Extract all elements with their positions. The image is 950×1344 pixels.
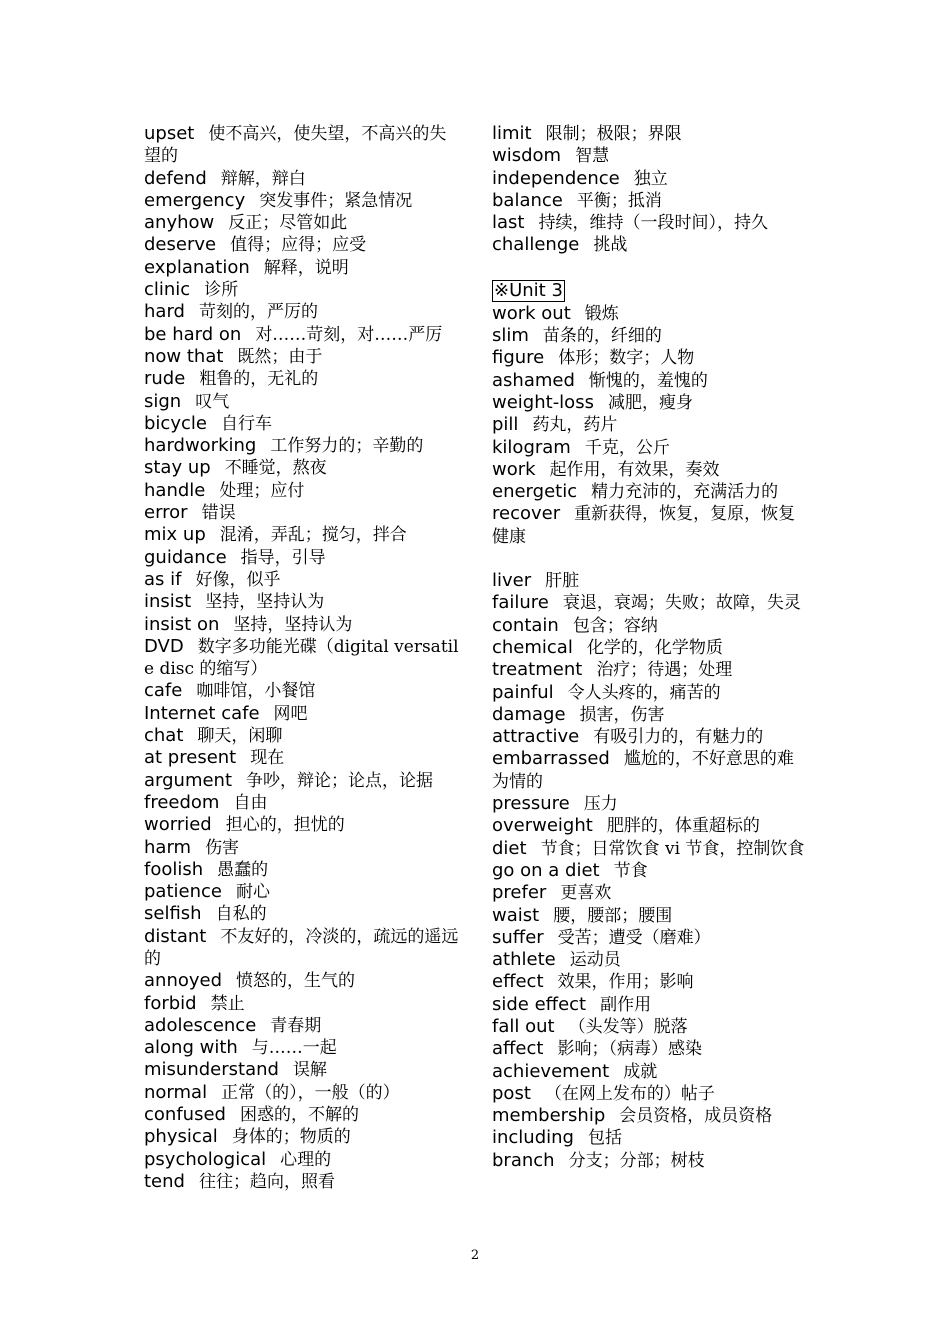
vocab-meaning: 愤怒的，生气的	[236, 971, 356, 992]
vocab-meaning: 自私的	[215, 904, 267, 925]
unit-heading: ※Unit 3	[494, 279, 563, 301]
vocab-entry	[492, 414, 810, 436]
vocab-meaning: 混淆，弄乱；搅匀，拌合	[219, 525, 407, 546]
vocab-meaning: 分支；分部；树枝	[568, 1150, 705, 1171]
vocab-meaning: 心理的	[280, 1149, 332, 1170]
vocab-entry	[144, 903, 462, 925]
vocab-meaning: 咖啡馆，小餐馆	[196, 681, 316, 702]
vocab-entry	[144, 1171, 462, 1193]
vocab-meaning: 耐心	[235, 882, 270, 903]
vocab-word: confused	[144, 1104, 226, 1126]
vocab-word: foolish	[144, 858, 204, 880]
vocab-entry	[492, 347, 810, 369]
vocab-entry	[492, 503, 810, 548]
vocab-word: contain	[492, 614, 559, 636]
vocab-entry	[492, 1127, 810, 1149]
vocab-entry	[492, 748, 810, 793]
unit-heading-row	[492, 279, 810, 303]
vocab-word: clinic	[144, 279, 191, 301]
vocab-meaning: 副作用	[600, 994, 652, 1015]
vocab-meaning: 往往；趋向，照看	[198, 1171, 335, 1192]
vocab-meaning: 对……苛刻，对……严厉	[255, 324, 443, 345]
vocab-meaning: 自由	[233, 792, 268, 813]
vocab-word: sign	[144, 390, 182, 412]
vocab-word: athlete	[492, 949, 556, 971]
vocab-word: handle	[144, 479, 206, 501]
vocab-entry	[492, 325, 810, 347]
vocab-word: effect	[492, 971, 544, 993]
vocab-entry	[144, 837, 462, 859]
vocab-word: wisdom	[492, 145, 562, 167]
vocab-word: rude	[144, 368, 186, 390]
vocab-meaning: 叹气	[195, 391, 230, 412]
vocab-meaning: 错误	[201, 503, 236, 524]
vocab-entry	[492, 637, 810, 659]
vocab-entry	[492, 1061, 810, 1083]
vocab-word: chemical	[492, 636, 573, 658]
right-column	[492, 123, 810, 1172]
vocab-entry	[144, 814, 462, 836]
vocab-word: fall out	[492, 1015, 555, 1037]
vocab-entry	[144, 257, 462, 279]
vocab-entry	[492, 815, 810, 837]
spacer	[492, 257, 810, 279]
vocab-word: stay up	[144, 457, 211, 479]
vocab-word: pill	[492, 414, 519, 436]
vocab-word: overweight	[492, 815, 593, 837]
vocab-meaning: 损害，伤害	[579, 704, 665, 725]
vocab-meaning: 成就	[623, 1061, 658, 1082]
vocab-entry	[144, 524, 462, 546]
vocab-word: go on a diet	[492, 859, 600, 881]
vocab-word: chat	[144, 725, 184, 747]
vocab-entry	[492, 838, 810, 860]
vocab-meaning: 药丸，药片	[532, 415, 618, 436]
vocab-entry	[144, 1149, 462, 1171]
vocab-entry	[144, 747, 462, 769]
vocab-word: embarrassed	[492, 748, 610, 770]
vocab-meaning: 坚持，坚持认为	[233, 614, 353, 635]
vocab-meaning: 节食；日常饮食 vi 节食，控制饮食	[540, 838, 805, 859]
vocab-entry	[492, 1083, 810, 1105]
vocab-word: insist on	[144, 613, 220, 635]
vocab-word: anyhow	[144, 212, 215, 234]
vocab-meaning: 身体的；物质的	[231, 1127, 351, 1148]
vocab-word: misunderstand	[144, 1059, 279, 1081]
vocab-meaning: 现在	[250, 748, 285, 769]
vocab-entry	[492, 615, 810, 637]
vocab-meaning: 愚蠢的	[217, 859, 269, 880]
vocab-meaning: 治疗；待遇；处理	[596, 660, 733, 681]
vocab-meaning: 运动员	[569, 950, 621, 971]
vocab-meaning: 腰，腰部；腰围	[553, 905, 673, 926]
vocab-entry	[492, 860, 810, 882]
vocab-entry	[492, 994, 810, 1016]
vocab-entry	[492, 212, 810, 234]
vocab-entry	[492, 1150, 810, 1172]
vocab-entry	[492, 370, 810, 392]
vocab-meaning: 工作努力的；辛勤的	[270, 436, 424, 457]
vocab-meaning: 更喜欢	[560, 883, 612, 904]
vocab-entry	[492, 882, 810, 904]
vocab-word: selfish	[144, 903, 202, 925]
vocab-word: cafe	[144, 680, 183, 702]
vocab-meaning: 反正；尽管如此	[228, 213, 348, 234]
vocab-meaning: 不睡觉，熬夜	[224, 458, 327, 479]
vocab-meaning: （头发等）脱落	[568, 1016, 688, 1037]
vocab-meaning: 聊天，闲聊	[197, 726, 283, 747]
vocab-word: waist	[492, 904, 540, 926]
vocab-word: attractive	[492, 726, 580, 748]
vocab-word: hardworking	[144, 435, 257, 457]
vocab-meaning: 有吸引力的，有魅力的	[593, 727, 764, 748]
vocab-word: bicycle	[144, 412, 207, 434]
vocab-entry	[144, 279, 462, 301]
vocab-meaning: 正常（的），一般（的）	[221, 1082, 400, 1103]
vocab-word: kilogram	[492, 436, 571, 458]
vocab-meaning: 争吵，辩论；论点，论据	[246, 770, 434, 791]
vocab-meaning: 处理；应付	[219, 480, 305, 501]
vocab-entry	[144, 346, 462, 368]
vocab-meaning: 坚持，坚持认为	[205, 592, 325, 613]
vocab-word: physical	[144, 1126, 218, 1148]
vocab-entry	[144, 636, 462, 681]
vocab-word: slim	[492, 325, 529, 347]
vocab-entry	[144, 190, 462, 212]
vocab-word: last	[492, 212, 525, 234]
vocab-entry	[144, 993, 462, 1015]
vocab-meaning: 不友好的，冷淡的，疏远的遥远的	[144, 926, 459, 969]
vocab-meaning: 挑战	[593, 235, 628, 256]
vocab-entry	[492, 145, 810, 167]
vocab-meaning: 压力	[583, 794, 618, 815]
vocab-entry	[492, 481, 810, 503]
vocab-meaning: 解释，说明	[263, 257, 349, 278]
vocab-entry	[144, 1059, 462, 1081]
vocab-word: insist	[144, 591, 192, 613]
right-top-list	[492, 123, 810, 257]
vocab-meaning: 网吧	[273, 703, 308, 724]
vocab-meaning: 效果，作用；影响	[557, 972, 694, 993]
vocab-meaning: 误解	[292, 1060, 327, 1081]
vocab-word: normal	[144, 1081, 208, 1103]
vocab-word: post	[492, 1082, 531, 1104]
vocab-word: DVD	[144, 635, 184, 657]
vocab-meaning: 智慧	[575, 146, 610, 167]
vocab-word: branch	[492, 1149, 555, 1171]
vocab-entry	[144, 168, 462, 190]
vocab-word: defend	[144, 167, 207, 189]
vocab-meaning: 困惑的，不解的	[239, 1105, 359, 1126]
vocab-entry	[144, 770, 462, 792]
vocab-word: including	[492, 1127, 574, 1149]
vocab-entry	[492, 726, 810, 748]
vocab-meaning: 独立	[633, 168, 668, 189]
vocab-meaning: 重新获得，恢复，复原，恢复健康	[492, 504, 796, 547]
vocab-word: membership	[492, 1105, 606, 1127]
vocab-word: distant	[144, 925, 207, 947]
vocab-meaning: 平衡；抵消	[576, 190, 662, 211]
vocab-meaning: 起作用，有效果，奏效	[549, 459, 720, 480]
vocab-word: weight-loss	[492, 391, 594, 413]
left-column	[144, 123, 462, 1193]
vocab-meaning: 自行车	[220, 413, 272, 434]
vocab-word: failure	[492, 592, 549, 614]
vocab-entry	[144, 324, 462, 346]
vocab-meaning: 肝脏	[545, 571, 580, 592]
vocab-meaning: 惭愧的，羞愧的	[588, 370, 708, 391]
vocab-entry	[144, 457, 462, 479]
vocab-entry	[144, 926, 462, 971]
vocab-meaning: 担心的，担忧的	[225, 815, 345, 836]
vocab-entry	[492, 1038, 810, 1060]
vocab-word: damage	[492, 703, 566, 725]
vocab-word: freedom	[144, 791, 220, 813]
vocab-entry	[492, 905, 810, 927]
vocab-entry	[144, 569, 462, 591]
vocab-meaning: 禁止	[210, 993, 245, 1014]
vocab-meaning: 化学的，化学物质	[586, 637, 723, 658]
vocab-meaning: 肥胖的，体重超标的	[606, 816, 760, 837]
vocab-meaning: 苗条的，纤细的	[542, 326, 662, 347]
vocab-word: patience	[144, 881, 222, 903]
vocab-meaning: 限制；极限；界限	[545, 124, 682, 144]
vocab-entry	[144, 301, 462, 323]
vocab-entry	[492, 682, 810, 704]
vocab-word: suffer	[492, 926, 544, 948]
vocab-word: as if	[144, 568, 182, 590]
vocab-word: hard	[144, 301, 185, 323]
vocab-entry	[144, 792, 462, 814]
vocab-word: limit	[492, 123, 532, 144]
vocab-entry	[492, 1105, 810, 1127]
vocab-word: challenge	[492, 234, 580, 256]
vocab-entry	[144, 391, 462, 413]
vocab-entry	[492, 437, 810, 459]
vocab-meaning: （在网上发布的）帖子	[544, 1083, 715, 1104]
vocab-word: argument	[144, 769, 233, 791]
vocab-word: upset	[144, 123, 195, 144]
vocab-entry	[492, 392, 810, 414]
vocab-word: recover	[492, 503, 561, 525]
vocab-meaning: 持续，维持（一段时间），持久	[538, 213, 768, 234]
vocab-word: mix up	[144, 524, 206, 546]
vocab-entry	[492, 303, 810, 325]
vocab-meaning: 苛刻的，严厉的	[198, 302, 318, 323]
vocab-word: be hard on	[144, 323, 242, 345]
vocab-entry	[144, 502, 462, 524]
vocab-entry	[144, 591, 462, 613]
vocab-meaning: 诊所	[204, 280, 239, 301]
vocab-word: figure	[492, 347, 545, 369]
vocab-entry	[492, 793, 810, 815]
vocab-word: achievement	[492, 1060, 610, 1082]
vocab-entry	[144, 212, 462, 234]
vocab-meaning: 体形；数字；人物	[558, 348, 695, 369]
vocab-entry	[144, 725, 462, 747]
vocab-entry	[492, 234, 810, 256]
vocab-meaning: 千克，公斤	[584, 437, 670, 458]
vocab-meaning: 锻炼	[584, 303, 619, 324]
vocab-meaning: 使不高兴，使失望，不高兴的失望的	[144, 124, 447, 167]
vocab-word: treatment	[492, 659, 583, 681]
vocab-entry	[144, 614, 462, 636]
vocab-word: forbid	[144, 992, 197, 1014]
vocab-entry	[492, 592, 810, 614]
vocab-meaning: 突发事件；紧急情况	[259, 190, 413, 211]
vocab-entry	[144, 1037, 462, 1059]
vocab-word: balance	[492, 189, 563, 211]
vocab-word: painful	[492, 681, 554, 703]
spacer	[492, 548, 810, 570]
vocab-meaning: 既然；由于	[237, 346, 323, 367]
vocab-word: work	[492, 458, 536, 480]
vocab-entry	[492, 971, 810, 993]
vocab-meaning: 受苦；遭受（磨难）	[557, 927, 711, 948]
vocab-word: worried	[144, 814, 212, 836]
vocab-word: harm	[144, 836, 192, 858]
vocab-meaning: 会员资格，成员资格	[619, 1106, 773, 1127]
vocab-word: at present	[144, 747, 237, 769]
vocab-meaning: 减肥，瘦身	[607, 392, 693, 413]
vocab-meaning: 指导，引导	[240, 547, 326, 568]
vocab-word: liver	[492, 570, 532, 592]
vocab-entry	[492, 1016, 810, 1038]
vocab-word: side effect	[492, 993, 587, 1015]
vocab-meaning: 精力充沛的，充满活力的	[591, 482, 779, 503]
vocab-word: annoyed	[144, 970, 223, 992]
vocab-meaning: 数字多功能光碟（digital versatile disc 的缩写）	[144, 636, 459, 680]
vocab-word: guidance	[144, 546, 227, 568]
vocab-entry	[144, 970, 462, 992]
vocab-meaning: 粗鲁的，无礼的	[199, 369, 319, 390]
vocab-entry	[492, 704, 810, 726]
vocab-word: energetic	[492, 481, 578, 503]
vocab-meaning: 青春期	[270, 1015, 322, 1036]
vocab-meaning: 包括	[587, 1128, 622, 1149]
vocab-word: along with	[144, 1037, 238, 1059]
vocab-word: pressure	[492, 793, 570, 815]
vocab-entry	[492, 459, 810, 481]
right-bottom-list	[492, 570, 810, 1172]
vocab-word: adolescence	[144, 1014, 257, 1036]
vocab-word: prefer	[492, 882, 547, 904]
vocab-word: now that	[144, 345, 224, 367]
vocab-entry	[144, 680, 462, 702]
vocab-entry	[144, 547, 462, 569]
vocab-meaning: 令人头疼的，痛苦的	[567, 682, 721, 703]
vocab-meaning: 与……一起	[251, 1038, 337, 1059]
vocab-entry	[144, 1015, 462, 1037]
vocab-meaning: 伤害	[205, 837, 240, 858]
right-unit-list	[492, 303, 810, 548]
vocab-entry	[492, 123, 810, 145]
vocab-entry	[492, 570, 810, 592]
vocab-word: affect	[492, 1038, 544, 1060]
vocab-meaning: 包含；容纳	[572, 615, 658, 636]
vocab-entry	[144, 703, 462, 725]
vocab-word: independence	[492, 167, 620, 189]
vocab-entry	[144, 368, 462, 390]
vocab-meaning: 好像，似乎	[195, 569, 281, 590]
vocab-meaning: 节食	[613, 860, 648, 881]
vocab-word: deserve	[144, 234, 217, 256]
vocab-entry	[492, 927, 810, 949]
vocab-entry	[144, 1082, 462, 1104]
vocab-word: emergency	[144, 189, 246, 211]
vocab-entry	[144, 480, 462, 502]
vocab-entry	[492, 659, 810, 681]
vocab-entry	[144, 881, 462, 903]
vocab-entry	[144, 1104, 462, 1126]
vocab-meaning: 影响；（病毒）感染	[557, 1039, 702, 1060]
vocab-meaning: 辩解，辩白	[220, 168, 306, 189]
vocab-entry	[144, 234, 462, 256]
vocab-entry	[144, 859, 462, 881]
vocab-entry	[144, 1126, 462, 1148]
vocab-word: psychological	[144, 1148, 267, 1170]
vocab-entry	[144, 123, 462, 168]
vocab-word: error	[144, 502, 188, 524]
vocab-word: Internet cafe	[144, 702, 260, 724]
vocab-meaning: 尴尬的，不好意思的难为情的	[492, 749, 794, 792]
vocab-entry	[492, 168, 810, 190]
vocab-meaning: 值得；应得；应受	[230, 235, 367, 256]
vocab-entry	[492, 190, 810, 212]
vocab-word: ashamed	[492, 369, 575, 391]
vocab-meaning: 衰退，衰竭；失败；故障，失灵	[562, 593, 801, 614]
vocab-entry	[144, 435, 462, 457]
vocab-word: explanation	[144, 256, 250, 278]
vocab-word: tend	[144, 1170, 185, 1192]
vocab-word: work out	[492, 302, 571, 324]
vocab-entry	[144, 413, 462, 435]
page-number: 2	[470, 1248, 480, 1263]
vocab-entry	[492, 949, 810, 971]
vocab-word: diet	[492, 837, 527, 859]
